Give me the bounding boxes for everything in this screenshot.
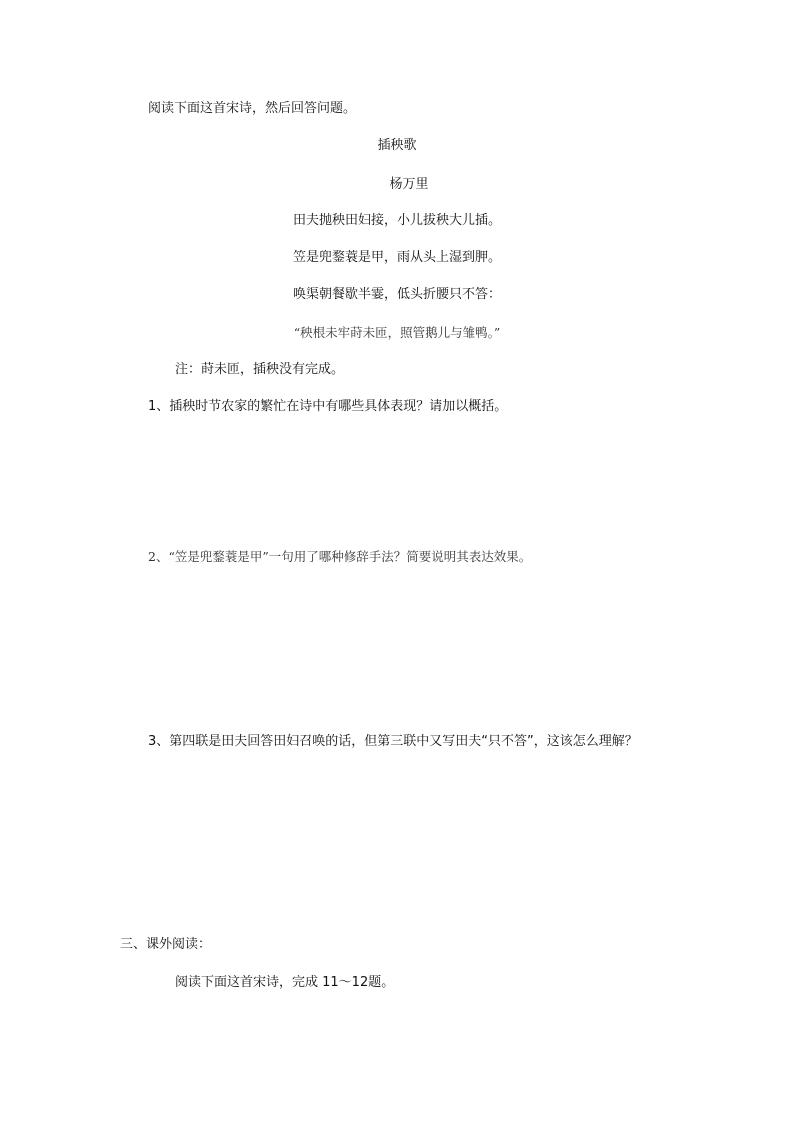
poem-line: “秧根未牢莳未匝，照管鹅儿与雏鸭。” xyxy=(293,325,501,340)
poem-line: 唤渠朝餐歇半霎，低头折腰只不答： xyxy=(292,287,501,302)
question-2: 2、“笠是兜鍪蓑是甲”一句用了哪种修辞手法？简要说明其表达效果。 xyxy=(148,549,532,564)
section-instruction: 阅读下面这首宋诗，完成 11～12题。 xyxy=(175,975,395,990)
question-1: 1、插秧时节农家的繁忙在诗中有哪些具体表现？请加以概括。 xyxy=(148,399,508,414)
section-heading: 三、课外阅读： xyxy=(120,937,212,952)
poem-author: 杨万里 xyxy=(389,177,429,192)
question-3: 3、第四联是田夫回答田妇召唤的话，但第三联中又写田夫“只不答”，这该怎么理解？ xyxy=(148,734,638,749)
poem-line: 田夫抛秧田妇接，小儿拔秧大儿插。 xyxy=(292,213,501,228)
poem-title: 插秧歌 xyxy=(377,138,417,153)
intro-text: 阅读下面这首宋诗，然后回答问题。 xyxy=(148,101,357,116)
poem-line: 笠是兜鍪蓑是甲，雨从头上湿到胛。 xyxy=(292,250,501,265)
poem-note: 注：莳未匝，插秧没有完成。 xyxy=(175,362,345,377)
